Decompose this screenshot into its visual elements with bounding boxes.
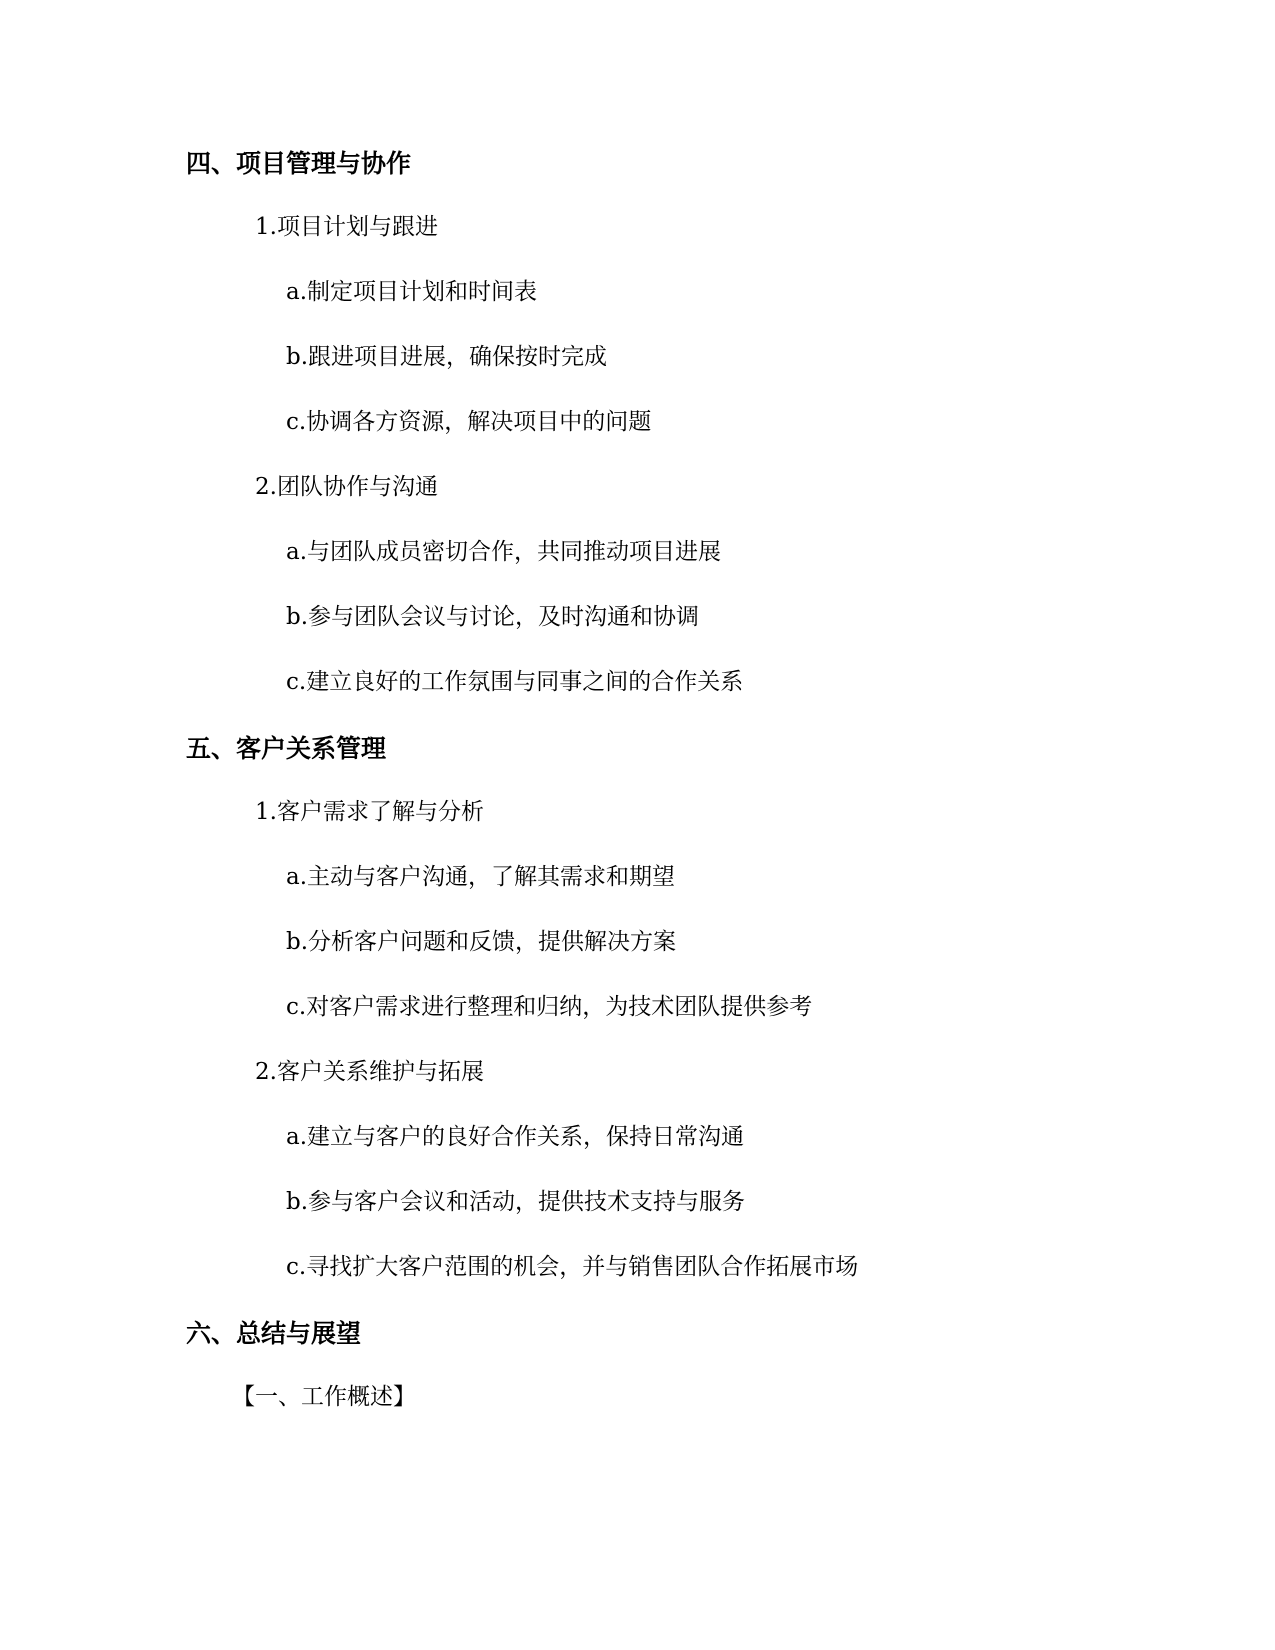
list-item: a.制定项目计划和时间表 [286, 279, 538, 305]
subsection-heading: 1.客户需求了解与分析 [255, 799, 484, 825]
list-item: c.建立良好的工作氛围与同事之间的合作关系 [286, 669, 744, 695]
list-item: c.寻找扩大客户范围的机会，并与销售团队合作拓展市场 [286, 1254, 859, 1280]
list-item: a.与团队成员密切合作，共同推动项目进展 [286, 539, 722, 565]
list-item: c.对客户需求进行整理和归纳，为技术团队提供参考 [286, 994, 813, 1020]
list-item: c.协调各方资源，解决项目中的问题 [286, 409, 652, 435]
section-heading: 五、客户关系管理 [186, 734, 387, 763]
subsection-heading: 2.客户关系维护与拓展 [255, 1059, 484, 1085]
list-item: b.分析客户问题和反馈，提供解决方案 [286, 929, 677, 955]
list-item: a.建立与客户的良好合作关系，保持日常沟通 [286, 1124, 745, 1150]
list-item: b.参与客户会议和活动，提供技术支持与服务 [286, 1189, 746, 1215]
list-item: a.主动与客户沟通，了解其需求和期望 [286, 864, 676, 890]
subsection-heading: 2.团队协作与沟通 [255, 474, 438, 500]
list-item: b.参与团队会议与讨论，及时沟通和协调 [286, 604, 700, 630]
subsection-heading: 1.项目计划与跟进 [255, 214, 438, 240]
section-heading: 四、项目管理与协作 [186, 149, 412, 178]
list-item: b.跟进项目进展，确保按时完成 [286, 344, 608, 370]
section-heading: 六、总结与展望 [186, 1319, 362, 1348]
paragraph: 【一、工作概述】 [232, 1384, 416, 1410]
